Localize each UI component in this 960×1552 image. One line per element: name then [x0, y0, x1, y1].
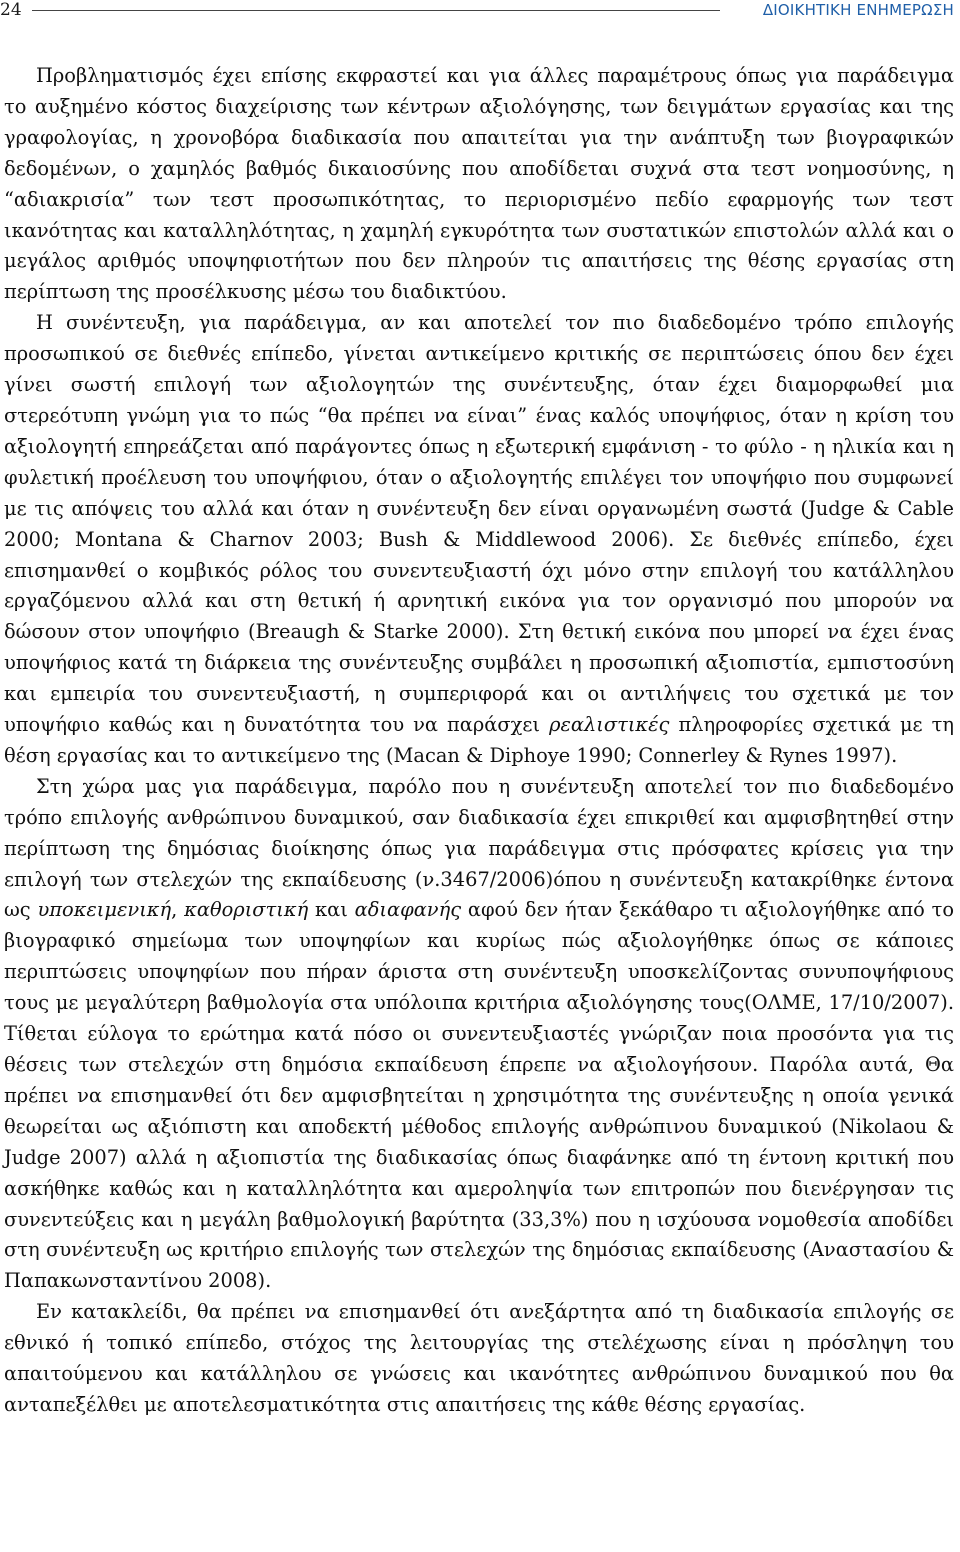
- paragraph-2-text: Η συνέντευξη, για παράδειγμα, αν και αποτελεί τον πιο διαδεδομένο τρόπο επιλογής προσωπικού σε διεθνές επίπεδο, γίνεται αντικείμενο κριτικής σε περιπτώσεις όπου δεν έχει γίνει σωστή επιλογή των αξιολογητών της συνέντευξης, όταν έχει διαμορφωθεί μια στερεότυπη γνώμη για το πώς “θα πρέπει να είναι” ένας καλός υποψήφιος, όταν η κρίση του αξιολογητή επηρεάζεται από παράγοντες όπως η εξωτερική εμφάνιση - το φύλο - η ηλικία και η φυλετική προέλευση του υποψήφιου, όταν ο αξιολογητής επιλέγει τον υποψήφιο που συμφωνεί με τις απόψεις του αλλά και όταν η συνέντευξη δεν είναι οργανωμένη σωστά (Judge & Cable 2000; Montana & Charnov 2003; Bush & Middlewood 2006). Σε διεθνές επίπεδο, έχει επισημανθεί ο κομβικός ρόλος του συνεντευξιαστή όχι μόνο στην επιλογή του κατάλληλου εργαζόμενου αλλά και στη θετική ή αρνητική εικόνα για τον οργανισμό που μπορούν να δώσουν στον υποψήφιο (Breaugh & Starke 2000). Στη θετική εικόνα που μπορεί να έχει ένας υποψήφιος κατά τη διάρκεια της συνέντευξης συμβάλει η προσωπική αξιοπιστία, εμπιστοσύνη και εμπειρία του συνεντευξιαστή, η συμπεριφορά και οι αντιλήψεις του σχετικά με τον υποψήφιο καθώς και η δυνατότητα του να παράσχει: [4, 311, 954, 737]
- emphasis-decisive: καθοριστική: [184, 898, 309, 922]
- paragraph-2: [4, 308, 954, 772]
- paragraph-2-emphasis: ρεαλιστικές: [549, 713, 670, 737]
- emphasis-subjective: υποκειμενική: [37, 898, 172, 922]
- page-header: [0, 0, 960, 30]
- paragraph-4-text: Εν κατακλείδι, θα πρέπει να επισημανθεί ότι ανεξάρτητα από τη διαδικασία επιλογής σε εθνικό ή τοπικό επίπεδο, στόχος της λειτουργίας της στελέχωσης είναι η πρόσληψη του απαιτούμενου και κατάλληλου σε γνώσεις και ικανότητες ανθρώπινου δυναμικού που θα ανταπεξέλθει με αποτελεσματικότητα στις απαιτήσεις της κάθε θέσης εργασίας.: [4, 1300, 954, 1416]
- running-head: ΔΙΟΙΚΗΤΙΚΗ ΕΝΗΜΕΡΩΣΗ: [762, 1, 954, 19]
- paragraph-2-tail: πληροφορίες σχετικά με τη θέση εργασίας και το αντικείμενο της (Macan & Diphoye 1990; Connerley & Rynes 1997).: [4, 713, 954, 767]
- paragraph-3-and: και: [315, 898, 348, 922]
- paragraph-1-text: Προβληματισμός έχει επίσης εκφραστεί και για άλλες παραμέτρους όπως για παράδειγμα το αυξημένο κόστος διαχείρισης των κέντρων αξιολόγησης, των δειγμάτων εργασίας και της γραφολογίας, η χρονοβόρα διαδικασία που απαιτείται για την ανάπτυξη των βιογραφικών δεδομένων, ο χαμηλός βαθμός δικαιοσύνης που αποδίδεται συχνά στα τεστ νοημοσύνης, η “αδιακρισία” των τεστ προσωπικότητας, το περιορισμένο πεδίο εφαρμογής των τεστ ικανότητας και καταλληλότητας, η χαμηλή εγκυρότητα των συστατικών επιστολών αλλά και ο μεγάλος αριθμός υποψηφιοτήτων που δεν πληρούν τις απαιτήσεις της θέσης εργασίας στη περίπτωση της προσέλκυσης μέσω του διαδικτύου.: [4, 64, 954, 304]
- page-number: 24: [0, 0, 22, 20]
- paragraph-3-sep: ,: [171, 898, 178, 922]
- paragraph-3-text: Στη χώρα μας για παράδειγμα, παρόλο που η συνέντευξη αποτελεί τον πιο διαδεδομένο τρόπο επιλογής ανθρώπινου δυναμικού, σαν διαδικασία έχει επικριθεί και αμφισβητηθεί στην περίπτωση της δημόσιας διοίκησης όπως για παράδειγμα στις πρόσφατες κρίσεις για την επιλογή των στελεχών της εκπαίδευσης (ν.3467/2006)όπου η συνέντευξη κατακρίθηκε έντονα ως: [4, 774, 954, 922]
- emphasis-opaque: αδιαφανής: [354, 898, 462, 922]
- paragraph-3-rest: αφού δεν ήταν ξεκάθαρο τι αξιολογήθηκε από το βιογραφικό σημείωμα των υποψηφίων και κυρίως πώς αξιολογήθηκε όπως σε κάποιες περιπτώσεις υποψηφίων που πήραν άριστα στη συνέντευξη υποσκελίζοντας συνυποψήφιους τους με μεγαλύτερη βαθμολογία στα υπόλοιπα κριτήρια αξιολόγησης τους(ΟΛΜΕ, 17/10/2007). Τίθεται εύλογα το ερώτημα κατά πόσο οι συνεντευξιαστές γνώριζαν ποια προσόντα για τις θέσεις των στελεχών στη δημόσια εκπαίδευση έπρεπε να αξιολογήσουν. Παρόλα αυτά, Θα πρέπει να επισημανθεί ότι δεν αμφισβητείται η χρησιμότητα της συνέντευξης η οποία γενικά θεωρείται ως αξιόπιστη και αποδεκτή μέθοδος επιλογής ανθρώπινου δυναμικού (Nikolaou & Judge 2007) αλλά η αξιοπιστία της διαδικασίας όπως διαφάνηκε από τη έντονη κριτική που ασκήθηκε καθώς και η καταλληλότητα και αμεροληψία των επιτροπών που διενέργησαν τις συνεντεύξεις και η μεγάλη βαθμολογική βαρύτητα (33,3%) που η ισχύουσα νομοθεσία αποδίδει στη συνέντευξη ως κριτήριο επιλογής των στελεχών της δημόσιας εκπαίδευσης (Αναστασίου & Παπακωνσταντίνου 2008).: [4, 898, 955, 1293]
- paragraph-3: [4, 772, 954, 1297]
- header-rule: [32, 10, 720, 11]
- paragraph-4: [4, 1297, 954, 1421]
- paragraph-1: [4, 61, 954, 308]
- article-body: [4, 61, 954, 1421]
